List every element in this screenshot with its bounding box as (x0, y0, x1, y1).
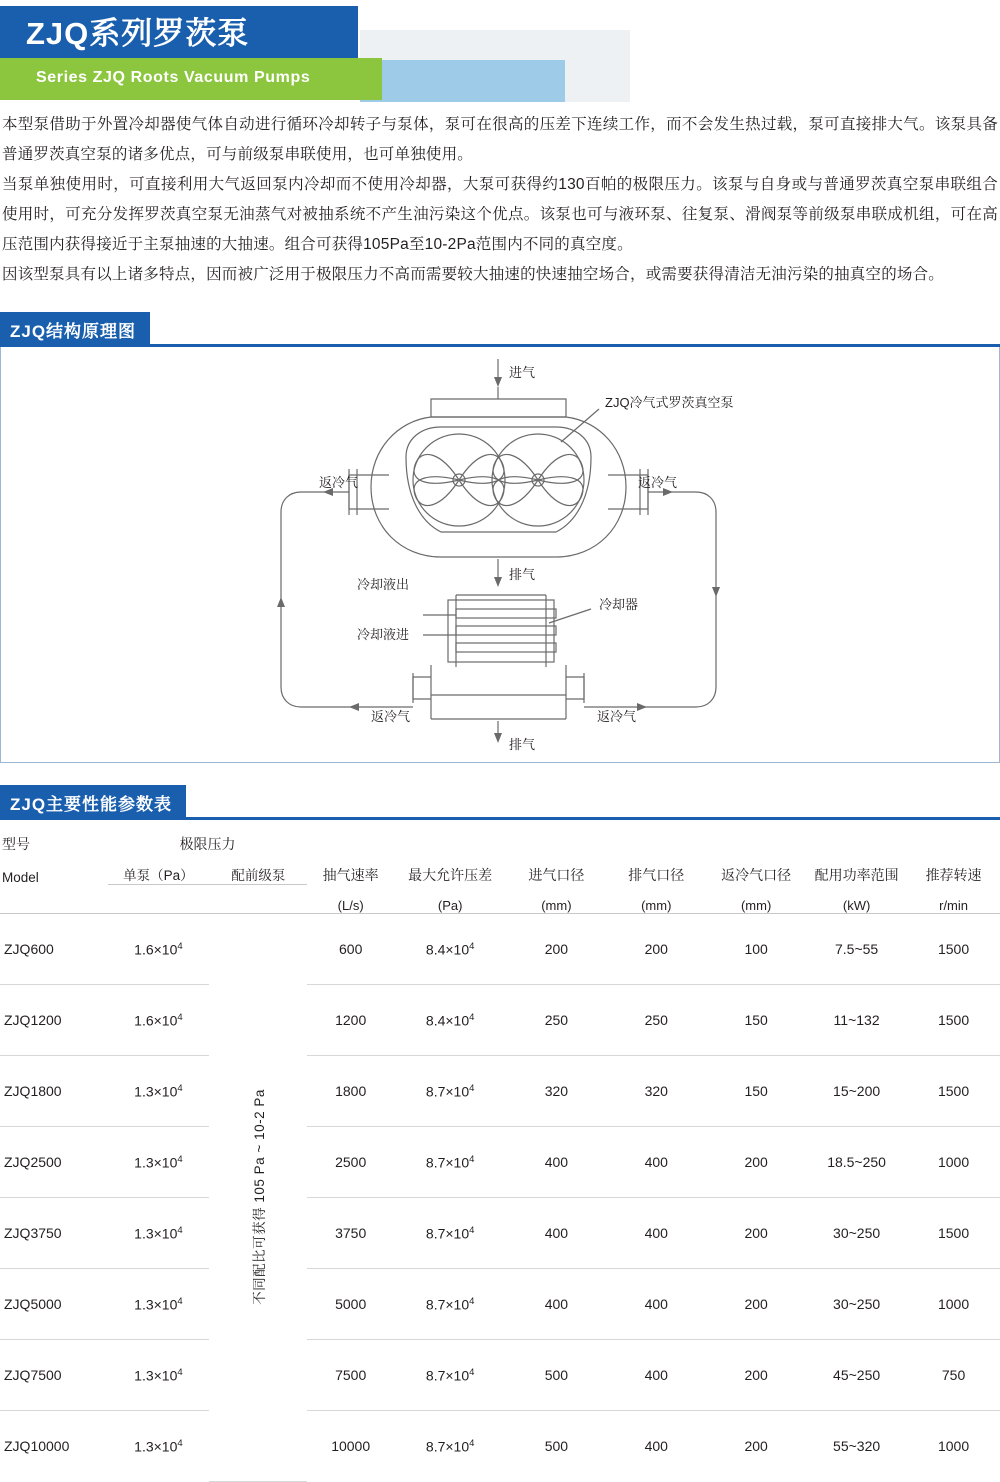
unit-backing (209, 885, 307, 914)
cell-power-range: 15~200 (806, 1056, 907, 1127)
cell-pumping-speed: 3750 (307, 1198, 393, 1269)
backing-note-text: 不同配比可获得 105 Pa ~ 10-2 Pa (252, 1089, 268, 1306)
unit-power: (kW) (806, 885, 907, 914)
dp-value: 8.7×10 (425, 1367, 470, 1384)
limit-value: 1.3×10 (134, 1154, 178, 1171)
label-return-left: 返冷气 (319, 475, 359, 490)
label-return-bottom-left: 返冷气 (371, 709, 411, 724)
limit-value: 1.3×10 (134, 1296, 178, 1313)
table-section-title: ZJQ主要性能参数表 (0, 785, 186, 820)
cell-rec-speed: 1500 (907, 985, 1000, 1056)
cell-return-dia: 150 (706, 1056, 806, 1127)
unit-single (108, 885, 210, 914)
label-exhaust-bottom: 排气 (509, 737, 536, 752)
table-row (0, 985, 1000, 1056)
cell-model: ZJQ2500 (0, 1127, 108, 1198)
cell-pumping-speed: 5000 (307, 1269, 393, 1340)
th-limit-pressure: 极限压力 (179, 836, 236, 852)
dp-value: 8.7×10 (425, 1296, 470, 1313)
limit-exponent: 4 (177, 1153, 183, 1165)
cell-rec-speed: 1000 (907, 1269, 1000, 1340)
dp-exponent: 4 (469, 1437, 475, 1449)
cell-power-range: 45~250 (806, 1340, 907, 1411)
cell-pumping-speed: 7500 (307, 1340, 393, 1411)
cell-rec-speed: 1500 (907, 1056, 1000, 1127)
th-model-en: Model (2, 869, 39, 885)
cell-max-dp (394, 1198, 507, 1269)
unit-inlet: (mm) (506, 885, 606, 914)
limit-exponent: 4 (177, 1224, 183, 1236)
cell-outlet-dia: 400 (606, 1127, 706, 1198)
table-header-row-1 (0, 820, 1000, 854)
cell-rec-speed: 1000 (907, 1127, 1000, 1198)
table-row (0, 1198, 1000, 1269)
cell-inlet-dia: 400 (506, 1198, 606, 1269)
limit-exponent: 4 (177, 1437, 183, 1449)
cell-outlet-dia: 400 (644, 1438, 668, 1454)
cell-inlet-dia: 500 (506, 1340, 606, 1411)
limit-exponent: 4 (177, 940, 183, 952)
limit-exponent: 4 (177, 1011, 183, 1023)
intro-paragraph-2: 当泵单独使用时，可直接利用大气返回泵内冷却而不使用冷却器，大泵可获得约130百帕的极限压力。该泵与自身或与普通罗茨真空泵串联组合使用时，可充分发挥罗茨真空泵无油蒸气对被抽系统不产生油污染这个优点。该泵也可与液环泵、往复泵、滑阀泵等前级泵串联成机组，可在高压范围内获得接近于主泵抽速的大抽速。组合可获得105Pa至10-2Pa范围内不同的真空度。 (2, 176, 998, 253)
cell-model: ZJQ1200 (0, 985, 108, 1056)
cell-limit-pressure (108, 1198, 210, 1269)
dp-exponent: 4 (469, 1366, 475, 1378)
spec-table (0, 820, 1000, 1482)
cell-max-dp (394, 1269, 507, 1340)
cell-pumping-speed: 600 (307, 914, 393, 985)
table-row (0, 1411, 1000, 1482)
cell-model: ZJQ600 (0, 914, 108, 985)
cell-power-range: 30~250 (806, 1198, 907, 1269)
cell-max-dp (394, 1340, 507, 1411)
cell-model: ZJQ1800 (0, 1056, 108, 1127)
dp-value: 8.7×10 (425, 1154, 470, 1171)
cell-limit-pressure (108, 985, 210, 1056)
cell-rec-speed: 1000 (937, 1438, 970, 1454)
label-inlet: 进气 (509, 365, 536, 380)
th-return-dia: 返冷气口径 (721, 866, 792, 883)
limit-value: 1.6×10 (134, 941, 178, 958)
unit-model (0, 885, 108, 914)
limit-exponent: 4 (177, 1082, 183, 1094)
table-row (0, 1269, 1000, 1340)
cell-model: ZJQ7500 (0, 1340, 108, 1411)
cell-backing-note (209, 914, 307, 1482)
label-coolant-in: 冷却液进 (357, 627, 410, 642)
cell-return-dia: 200 (744, 1438, 768, 1454)
cell-return-dia: 200 (706, 1127, 806, 1198)
th-single-pump: 单泵（Pa） (108, 854, 210, 885)
header-decoration (360, 30, 720, 102)
cell-rec-speed: 1500 (907, 914, 1000, 985)
label-exhaust-mid: 排气 (509, 567, 536, 582)
limit-exponent: 4 (177, 1366, 183, 1378)
limit-exponent: 4 (177, 1295, 183, 1307)
dp-value: 8.4×10 (425, 941, 470, 958)
cell-outlet-dia: 400 (606, 1269, 706, 1340)
cell-max-dp (394, 985, 507, 1056)
cell-rec-speed: 1500 (907, 1198, 1000, 1269)
unit-speed: (L/s) (307, 885, 393, 914)
unit-dp: (Pa) (394, 885, 507, 914)
page-header (0, 0, 1000, 110)
cell-limit-pressure (108, 1269, 210, 1340)
cell-inlet-dia: 250 (506, 985, 606, 1056)
limit-value: 1.6×10 (134, 1012, 178, 1029)
cell-max-dp (394, 914, 507, 985)
intro-paragraph-3: 因该型泵具有以上诸多特点，因而被广泛用于极限压力不高而需要较大抽速的快速抽空场合，或需要获得清洁无油污染的抽真空的场合。 (2, 266, 945, 283)
unit-return: (mm) (706, 885, 806, 914)
page-title-cn: ZJQ系列罗茨泵 (26, 16, 250, 51)
cell-limit-pressure (108, 914, 210, 985)
cell-max-dp (394, 1127, 507, 1198)
cell-outlet-dia: 250 (606, 985, 706, 1056)
table-row (0, 1340, 1000, 1411)
th-max-dp: 最大允许压差 (408, 866, 493, 883)
dp-value: 8.7×10 (425, 1438, 470, 1455)
th-model-cn: 型号 (2, 836, 30, 852)
cell-limit-pressure (108, 1056, 210, 1127)
label-coolant-out: 冷却液出 (357, 577, 410, 592)
cell-power-range: 55~320 (833, 1438, 881, 1454)
dp-exponent: 4 (469, 1153, 475, 1165)
table-section-header (0, 785, 1000, 820)
cell-outlet-dia: 200 (606, 914, 706, 985)
cell-return-dia: 150 (706, 985, 806, 1056)
cell-outlet-dia: 400 (606, 1340, 706, 1411)
cell-pumping-speed: 1800 (307, 1056, 393, 1127)
cell-pumping-speed: 1200 (307, 985, 393, 1056)
table-units-row (0, 885, 1000, 914)
dp-exponent: 4 (469, 940, 475, 952)
cell-return-dia: 200 (706, 1269, 806, 1340)
dp-exponent: 4 (469, 1224, 475, 1236)
dp-value: 8.7×10 (425, 1225, 470, 1242)
label-cooler: 冷却器 (599, 597, 639, 612)
intro-text (0, 110, 1000, 290)
cell-pumping-speed: 2500 (307, 1127, 393, 1198)
cell-inlet-dia: 320 (506, 1056, 606, 1127)
th-power-range: 配用功率范围 (814, 866, 899, 883)
cell-power-range: 18.5~250 (806, 1127, 907, 1198)
cell-inlet-dia: 400 (506, 1127, 606, 1198)
page-title-en: Series ZJQ Roots Vacuum Pumps (36, 69, 311, 86)
cell-outlet-dia: 400 (606, 1198, 706, 1269)
intro-paragraph-1: 本型泵借助于外置冷却器使气体自动进行循环冷却转子与泵体，泵可在很高的压差下连续工作，而不会发生热过载，泵可直接排大气。该泵具备普通罗茨真空泵的诸多优点，可与前级泵串联使用，也可单独使用。 (2, 116, 998, 163)
cell-power-range: 7.5~55 (806, 914, 907, 985)
cell-max-dp (394, 1411, 507, 1482)
cell-outlet-dia: 320 (606, 1056, 706, 1127)
unit-rpm: r/min (907, 885, 1000, 914)
header-subtitle-green-bar (0, 58, 382, 100)
diagram-section-title: ZJQ结构原理图 (0, 312, 150, 347)
label-return-right: 返冷气 (638, 475, 678, 490)
dp-value: 8.4×10 (425, 1012, 470, 1029)
th-rec-speed: 推荐转速 (925, 866, 982, 883)
table-row (0, 1127, 1000, 1198)
dp-exponent: 4 (469, 1295, 475, 1307)
cell-inlet-dia: 500 (544, 1438, 569, 1454)
limit-value: 1.3×10 (134, 1225, 178, 1242)
cell-limit-pressure (108, 1411, 210, 1482)
spec-table-wrap (0, 820, 1000, 1482)
cell-model: ZJQ5000 (0, 1269, 108, 1340)
th-outlet-dia: 排气口径 (628, 866, 685, 883)
th-inlet-dia: 进气口径 (528, 866, 585, 883)
cell-model: ZJQ3750 (0, 1198, 108, 1269)
label-return-bottom-right: 返冷气 (597, 709, 637, 724)
cell-rec-speed: 750 (907, 1340, 1000, 1411)
header-title-blue-bar (0, 6, 358, 58)
label-pump-name: ZJQ冷气式罗茨真空泵 (605, 395, 734, 410)
dp-exponent: 4 (469, 1011, 475, 1023)
th-pumping-speed: 抽气速率 (322, 866, 379, 883)
cell-pumping-speed: 10000 (331, 1438, 371, 1454)
table-row (0, 1056, 1000, 1127)
limit-value: 1.3×10 (134, 1367, 178, 1384)
cell-limit-pressure (108, 1340, 210, 1411)
cell-return-dia: 100 (706, 914, 806, 985)
th-with-backing: 配前级泵 (209, 854, 307, 885)
cell-max-dp (394, 1056, 507, 1127)
cell-limit-pressure (108, 1127, 210, 1198)
cell-power-range: 11~132 (806, 985, 907, 1056)
cell-power-range: 30~250 (806, 1269, 907, 1340)
diagram-panel (0, 347, 1000, 763)
structure-diagram (1, 347, 997, 760)
cell-return-dia: 200 (706, 1340, 806, 1411)
cell-inlet-dia: 200 (506, 914, 606, 985)
limit-value: 1.3×10 (134, 1438, 178, 1455)
cell-model: ZJQ10000 (4, 1438, 70, 1454)
cell-inlet-dia: 400 (506, 1269, 606, 1340)
dp-value: 8.7×10 (425, 1083, 470, 1100)
diagram-section-header (0, 312, 1000, 347)
dp-exponent: 4 (469, 1082, 475, 1094)
table-row (0, 914, 1000, 985)
cell-return-dia: 200 (706, 1198, 806, 1269)
unit-outlet: (mm) (606, 885, 706, 914)
limit-value: 1.3×10 (134, 1083, 178, 1100)
